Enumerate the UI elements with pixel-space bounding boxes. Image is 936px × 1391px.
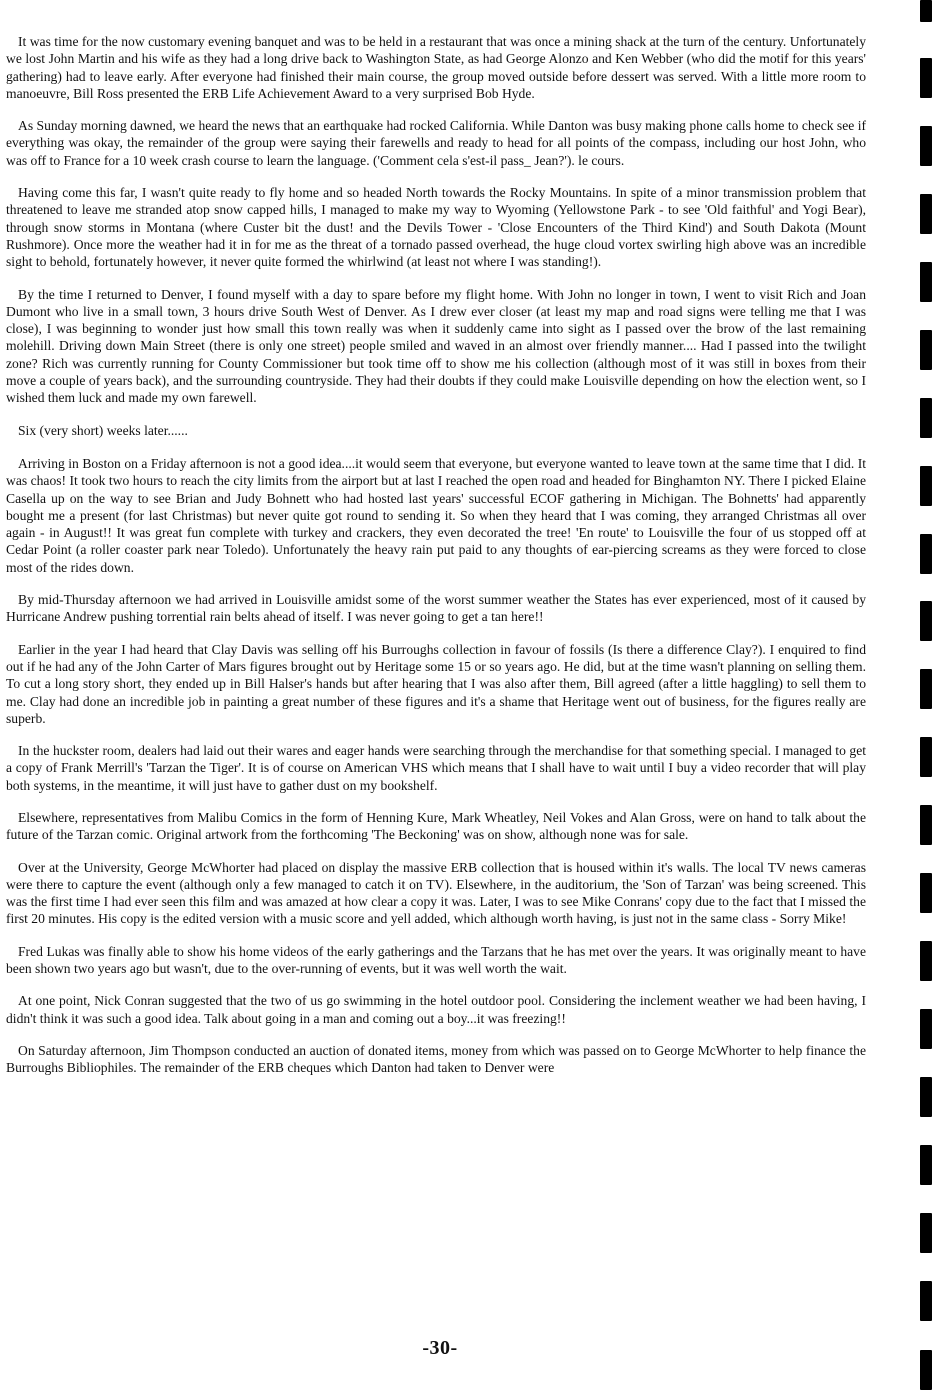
paragraph-six-weeks-later: Six (very short) weeks later......	[18, 422, 188, 438]
binding-mark	[920, 1350, 932, 1390]
paragraph-rocky-mountains: Having come this far, I wasn't quite ready to fly home and so headed North towards the Rocky Mountains. In spite of a minor transmission problem that threatened to leave me stranded atop snow capped hills, I managed to make my way to Wyoming (Yellowstone Park - to see 'Old faithful' and Yogi Bear), through snow storms in Montana (where Custer bit the dust! and the Devils Tower - 'Close Encounters of the Third Kind') and South Dakota (Mount Rushmore). Once more the weather had it in for me as the threat of a tornado passed overhead, the huge cloud vortex swirling high above was an incredible sight to behold, fortunately however, it never quite formed the whirlwind (at least not where I was standing!).	[6, 185, 866, 270]
binding-mark	[920, 398, 932, 438]
binding-mark	[920, 1281, 932, 1321]
binding-mark	[920, 262, 932, 302]
binding-mark	[920, 873, 932, 913]
paragraph-denver-visit: By the time I returned to Denver, I found myself with a day to spare before my flight home. With John no longer in town, I went to visit Rich and Joan Dumont who live in a small town, 3 hours drive South West of Denver. As I drew ever closer (at least my map and road signs were telling me that I was close), I was beginning to wonder just how small this town really was when it suddenly came into sight as I passed over the brow of the last remaining molehill. Driving down Main Street (there is only one street) people smiled and waved in an almost over friendly manner.... Had I passed into the twilight zone? Rich was currently running for County Commissioner but took time off to show me his collection (although most of it was still in boxes from their move a couple of years back), and the surrounding countryside. They had their doubts if they could make Louisville depending on how the election went, so I wished them luck and made my own farewell.	[6, 286, 866, 406]
page-number: -30-	[422, 1337, 458, 1359]
binding-mark	[920, 126, 932, 166]
paragraph-hotel-pool: At one point, Nick Conran suggested that the two of us go swimming in the hotel outdoor pool. Considering the inclement weather we had been having, I didn't think it was such a good idea. Talk about going in a man and coming out a boy...it was freezing!!	[6, 993, 866, 1026]
binding-mark	[920, 1009, 932, 1049]
binding-mark	[920, 737, 932, 777]
binding-mark	[920, 1077, 932, 1117]
binding-mark	[920, 534, 932, 574]
page-body	[6, 33, 866, 1092]
binding-mark	[920, 941, 932, 981]
paragraph-boston-arrival: Arriving in Boston on a Friday afternoon is not a good idea....it would seem that everyone, but everyone wanted to leave town at the same time that I did. It was chaos! It took two hours to reach the city limits from the airport but at last I reached the open road and headed for Binghamton NY. There I picked Elaine Casella up on the way to see Brian and Judy Bohnett who had hosted last years' successful ECOF gathering in Michigan. The Bohnetts' had apparently bought me a present (for last Christmas) but never quite got round to sending it. So when they heard that I was coming, they arranged Christmas all over again - in August!! It was great fun complete with turkey and crackers, they even decorated the tree! 'En route' to Louisville the four of us stopped off at Cedar Point (a roller coaster park near Toledo). Unfortunately the heavy rain put paid to any thoughts of ear-piercing screams as they were forced to close most of the rides down.	[6, 455, 866, 575]
binding-mark	[920, 669, 932, 709]
paragraph-sunday-earthquake: As Sunday morning dawned, we heard the news that an earthquake had rocked California. While Danton was busy making phone calls home to check see if everything was okay, the remainder of the group were saying their farewells and ready to head for all points of the compass, including our host John, who was off to France for a 10 week crash course to learn the language. ('Comment cela s'est-il pass_ Jean?'). le cours.	[6, 118, 866, 168]
binding-hole-strip	[916, 0, 936, 1391]
binding-mark	[920, 805, 932, 845]
paragraph-banquet: It was time for the now customary evening banquet and was to be held in a restaurant that was once a mining shack at the turn of the century. Unfortunately we lost John Martin and his wife as they had a long drive back to Washington State, as had George Alonzo and Ken Webber (who did the motif for this years' gathering) had to leave early. After everyone had finished their main course, the group moved outside before dessert was served. With a little more room to manoeuvre, Bill Ross presented the ERB Life Achievement Award to a very surprised Bob Hyde.	[6, 34, 866, 101]
paragraph-fred-lukas-videos: Fred Lukas was finally able to show his home videos of the early gatherings and the Tarzans that he has met over the years. It was originally meant to have been shown two years ago but wasn't, due to the over-running of events, but it was well worth the wait.	[6, 943, 866, 977]
binding-mark	[920, 1145, 932, 1185]
binding-mark	[920, 466, 932, 506]
paragraph-saturday-auction: On Saturday afternoon, Jim Thompson conducted an auction of donated items, money from which was passed on to George McWhorter to help finance the Burroughs Bibliophiles. The remainder of the ERB cheques which Danton had taken to Denver were	[6, 1042, 866, 1076]
binding-mark	[920, 1213, 932, 1253]
binding-mark	[920, 330, 932, 370]
binding-mark	[920, 194, 932, 234]
binding-mark	[920, 0, 932, 22]
paragraph-clay-davis-collection: Earlier in the year I had heard that Clay Davis was selling off his Burroughs collection in favour of fossils (Is there a difference Clay?). I enquired to find out if he had any of the John Carter of Mars figures brought out by Heritage some 15 or so years ago. He did, but at the time wasn't planning on selling them. To cut a long story short, they ended up in Bill Halser's hands but after hearing that I was also after them, Bill agreed (after a little haggling) to sell them to me. Clay had done an incredible job in painting a great number of these figures and it's a shame that Heritage went out of business, for the figures really are superb.	[6, 641, 866, 726]
paragraph-malibu-comics: Elsewhere, representatives from Malibu Comics in the form of Henning Kure, Mark Wheatley, Neil Vokes and Alan Gross, were on hand to talk about the future of the Tarzan comic. Original artwork from the forthcoming 'The Beckoning' was on show, although none was for sale.	[6, 809, 866, 843]
binding-mark	[920, 601, 932, 641]
paragraph-huckster-room: In the huckster room, dealers had laid out their wares and eager hands were searching through the merchandise for that something special. I managed to get a copy of Frank Merrill's 'Tarzan the Tiger'. It is of course on American VHS which means that I shall have to wait until I buy a video recorder that will play both systems, in the meantime, it will just have to gather dust on my bookshelf.	[6, 743, 866, 793]
binding-mark	[920, 58, 932, 98]
paragraph-university-display: Over at the University, George McWhorter had placed on display the massive ERB collection that is housed within it's walls. The local TV news cameras were there to capture the event (although only a few managed to catch it on TV). Elsewhere, in the auditorium, the 'Son of Tarzan' was being screened. This was the first time I had ever seen this film and was amazed at how clear a copy it was. Later, I was to see Mike Conrans' copy due to the fact that I missed the first 20 minutes. His copy is the edited version with a music score and yell added, which although worth having, is just not in the same class - Sorry Mike!	[6, 859, 866, 927]
paragraph-louisville-arrival: By mid-Thursday afternoon we had arrived in Louisville amidst some of the worst summer weather the States has ever experienced, most of it caused by Hurricane Andrew pushing torrential rain belts ahead of itself. I was never going to get a tan here!!	[6, 592, 866, 625]
